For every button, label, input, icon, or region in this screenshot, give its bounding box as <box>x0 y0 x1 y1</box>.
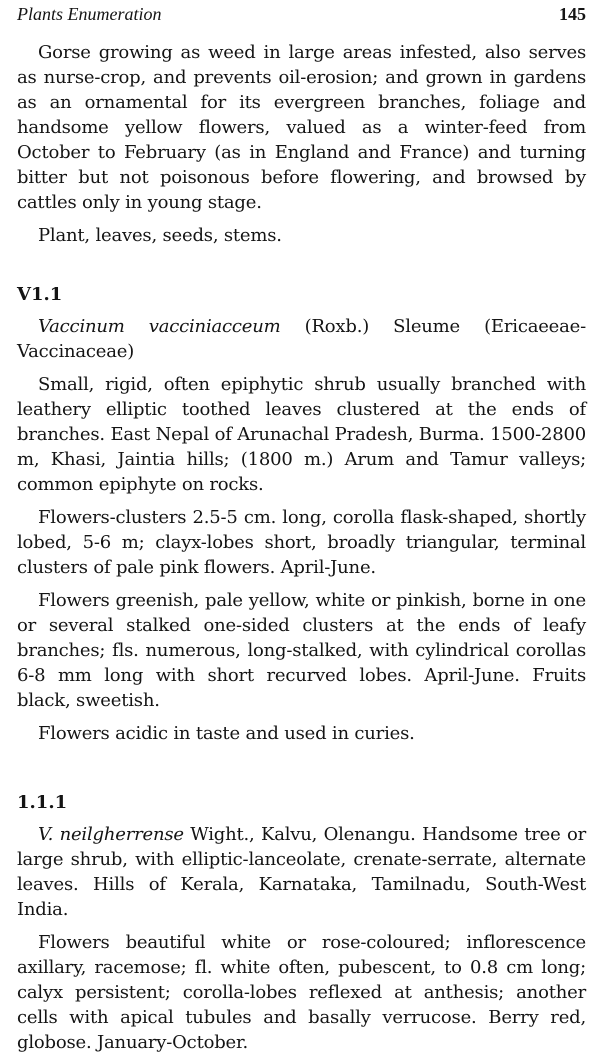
page-number: 145 <box>559 4 586 24</box>
species-entry <box>17 822 586 922</box>
running-title: Plants Enumeration <box>17 4 162 24</box>
running-header <box>17 0 586 40</box>
flowers-paragraph-1: Flowers-clusters 2.5-5 cm. long, corolla flask-shaped, shortly lobed, 5-6 m; clayx-lobes short, broadly triangular, terminal clusters of pale pink flowers. April-June. <box>17 507 586 578</box>
intro-paragraph: Gorse growing as weed in large areas infested, also serves as nurse-crop, and prevents oil-erosion; and grown in gardens as an ornamental for its evergreen branches, foliage and handsome yellow flowers, valued as a winter-feed from October to February (as in England and France) and turning bitter but not poisonous before flowering, and browsed by cattles only in young stage. <box>17 42 586 213</box>
parts-used: Plant, leaves, seeds, stems. <box>38 225 282 246</box>
species-name-line <box>17 314 586 364</box>
uses-paragraph: Flowers acidic in taste and used in curies. <box>38 723 415 744</box>
section-heading-v1-1: V1.1 <box>17 284 63 305</box>
species-binomial: Vaccinum vacciniacceum <box>38 316 281 337</box>
flowers-paragraph-2: Flowers greenish, pale yellow, white or pinkish, borne in one or several stalked one-sided clusters at the ends of leafy branches; fls. numerous, long-stalked, with cylindrical corollas 6-8 mm long with short recurved lobes. April-June. Fruits black, sweetish. <box>17 590 586 711</box>
species-entry-text: Wight., Kalvu, Olenangu. Handsome tree or large shrub, with elliptic-lanceolate, crenate-serrate, alternate leaves. Hills of Kerala, Karnataka, Tamilnadu, South-West India. <box>17 824 586 920</box>
flowers-paragraph-3: Flowers beautiful white or rose-coloured; inflorescence axillary, racemose; fl. white often, pubescent, to 0.8 cm long; calyx persistent; corolla-lobes reflexed at anthesis; another cells with apical tubules and basally verrucose. Berry red, globose. January-October. <box>17 932 586 1053</box>
section-heading-1-1-1: 1.1.1 <box>17 792 68 813</box>
species-description: Small, rigid, often epiphytic shrub usually branched with leathery elliptic toothed leaves clustered at the ends of branches. East Nepal of Arunachal Pradesh, Burma. 1500-2800 m, Khasi, Jaintia hills; (1800 m.) Arum and Tamur valleys; common epiphyte on rocks. <box>17 374 586 495</box>
species-authority: (Roxb.) Sleume (Ericaeeae-Vaccinaceae) <box>17 316 586 362</box>
species-binomial-short: V. neilgherrense <box>38 824 184 845</box>
